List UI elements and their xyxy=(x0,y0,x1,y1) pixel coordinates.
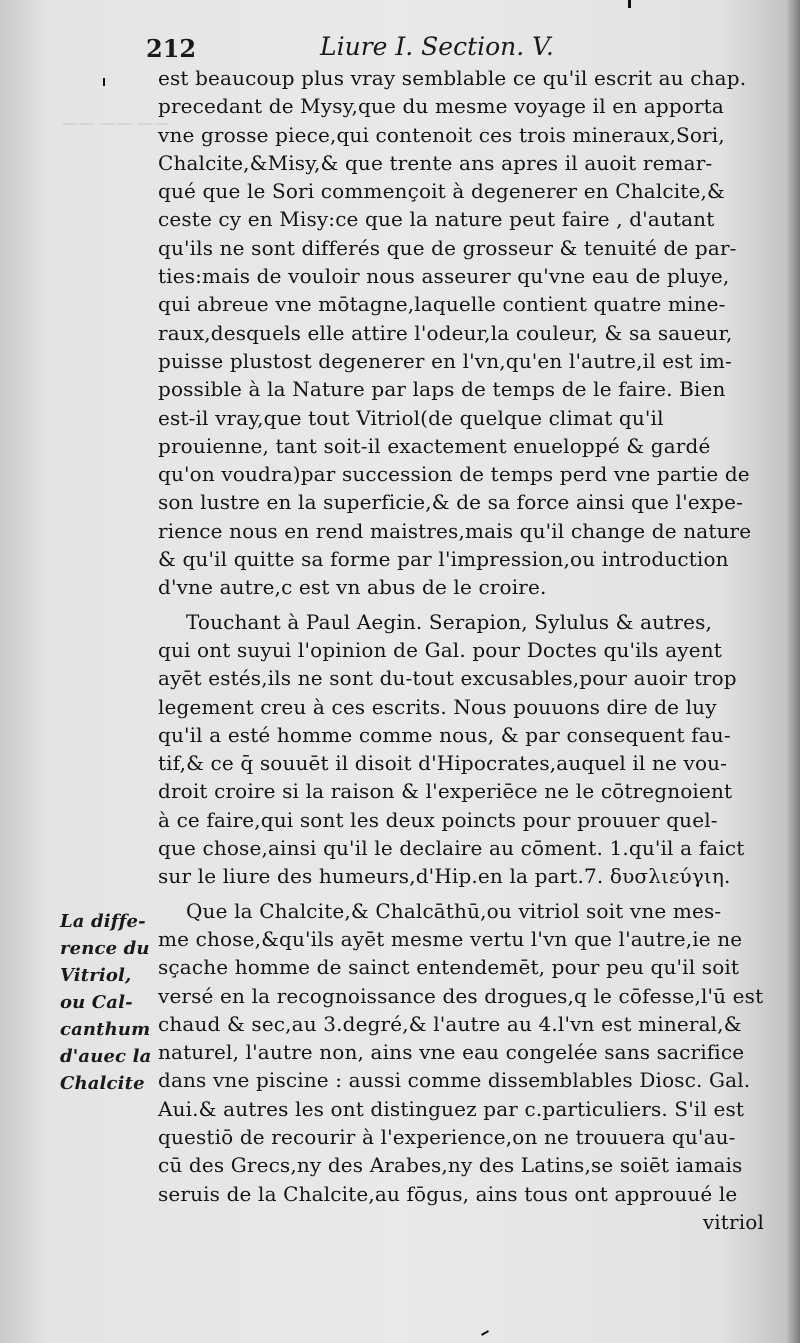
text-line: questiō de recourir à l'experience,on ne trouuera qu'au- xyxy=(158,1124,736,1149)
catchword: vitriol xyxy=(702,1209,764,1234)
text-line: puisse plustost degenerer en l'vn,qu'en l'autre,il est im- xyxy=(158,348,732,373)
text-line: legement creu à ces escrits. Nous pouuons dire de luy xyxy=(158,694,717,719)
main-text xyxy=(158,64,764,1236)
ink-speck xyxy=(481,1330,489,1336)
marginal-note-line: Chalcite xyxy=(60,1073,145,1094)
text-line: qui ont suyui l'opinion de Gal. pour Doctes qu'ils ayent xyxy=(158,637,722,662)
text-line: ceste cy en Misy:ce que la nature peut faire , d'autant xyxy=(158,207,715,232)
marginal-note-line: d'auec la xyxy=(60,1046,152,1067)
ink-speck xyxy=(628,0,631,8)
text-line: raux,desquels elle attire l'odeur,la couleur, & sa saueur, xyxy=(158,320,733,345)
text-line: sur le liure des humeurs,d'Hip.en la part.7. δυσλιεύγιη. xyxy=(158,864,731,889)
text-line: me chose,&qu'ils ayēt mesme vertu l'vn que l'autre,ie ne xyxy=(158,926,743,951)
text-line: est beaucoup plus vray semblable ce qu'il escrit au chap. xyxy=(158,66,747,90)
text-line: à ce faire,qui sont les deux poincts pour prouuer quel- xyxy=(158,807,718,832)
text-line: qui abreue vne mōtagne,laquelle contient quatre mine- xyxy=(158,292,726,317)
text-line: vne grosse piece,qui contenoit ces trois mineraux,Sori, xyxy=(158,122,725,147)
text-line: possible à la Nature par laps de temps de le faire. Bien xyxy=(158,377,726,402)
text-line: precedant de Mysy,que du mesme voyage il en apporta xyxy=(158,94,724,119)
text-line: Chalcite,&Misy,& que trente ans apres il auoit remar- xyxy=(158,150,713,175)
text-line: cū des Grecs,ny des Arabes,ny des Latins,se soiēt iamais xyxy=(158,1153,743,1178)
text-line: que chose,ainsi qu'il le declaire au cōment. 1.qu'il a faict xyxy=(158,836,745,861)
text-line: d'vne autre,c est vn abus de le croire. xyxy=(158,575,547,600)
show-through-text: —— —— —— xyxy=(62,113,170,132)
text-line: son lustre en la superficie,& de sa force ainsi que l'expe- xyxy=(158,490,744,515)
paragraph-3 xyxy=(158,897,764,1237)
text-line: est-il vray,que tout Vitriol(de quelque climat qu'il xyxy=(158,405,664,430)
text-line: dans vne piscine : aussi comme dissemblables Diosc. Gal. xyxy=(158,1068,751,1093)
text-line: & qu'il quitte sa forme par l'impression,ou introduction xyxy=(158,547,729,572)
text-line: Que la Chalcite,& Chalcāthū,ou vitriol soit vne mes- xyxy=(186,898,722,923)
text-line: prouienne, tant soit-il exactement enueloppé & gardé xyxy=(158,433,711,458)
text-line: naturel, l'autre non, ains vne eau congelée sans sacrifice xyxy=(158,1040,745,1065)
text-line: tif,& ce q̄ souuēt il disoit d'Hipocrates,auquel il ne vou- xyxy=(158,751,728,776)
paragraph-2 xyxy=(158,608,764,891)
text-line: sçache homme de sainct entendemēt, pour peu qu'il soit xyxy=(158,955,740,980)
text-line: ties:mais de vouloir nous asseurer qu'vne eau de pluye, xyxy=(158,264,730,289)
paragraph-1 xyxy=(158,64,764,602)
text-line: rience nous en rend maistres,mais qu'il change de nature xyxy=(158,518,752,543)
text-line: qué que le Sori commençoit à degenerer en Chalcite,& xyxy=(158,179,725,204)
marginal-note-line: ou Cal- xyxy=(60,992,133,1013)
text-line: ayēt estés,ils ne sont du-tout excusables,pour auoir trop xyxy=(158,666,737,691)
text-line: seruis de la Chalcite,au fōgus, ains tous ont approuué le xyxy=(158,1181,738,1206)
text-line: versé en la recognoissance des drogues,q le cōfesse,l'ū est xyxy=(158,983,764,1008)
text-line: qu'il a esté homme comme nous, & par consequent fau- xyxy=(158,722,731,747)
marginal-note xyxy=(60,908,170,1097)
running-title: Liure I. Section. V. xyxy=(320,32,554,61)
page-number: 212 xyxy=(146,34,197,63)
text-line: Touchant à Paul Aegin. Serapion, Sylulus & autres, xyxy=(186,609,713,634)
text-line: qu'on voudra)par succession de temps perd vne partie de xyxy=(158,462,750,487)
marginal-note-line: rence du xyxy=(60,938,150,959)
page-edge-shadow xyxy=(786,0,800,1343)
text-line: chaud & sec,au 3.degré,& l'autre au 4.l'vn est mineral,& xyxy=(158,1011,742,1036)
text-line: Aui.& autres les ont distinguez par c.particuliers. S'il est xyxy=(158,1096,745,1121)
page-header xyxy=(140,28,760,68)
text-line: qu'ils ne sont differés que de grosseur & tenuité de par- xyxy=(158,235,737,260)
text-line: droit croire si la raison & l'experiēce ne le cōtregnoient xyxy=(158,779,733,804)
marginal-note-line: Vitriol, xyxy=(60,965,132,986)
ink-speck xyxy=(103,78,105,86)
marginal-note-line: La diffe- xyxy=(60,911,146,932)
marginal-note-line: canthum xyxy=(60,1019,151,1040)
